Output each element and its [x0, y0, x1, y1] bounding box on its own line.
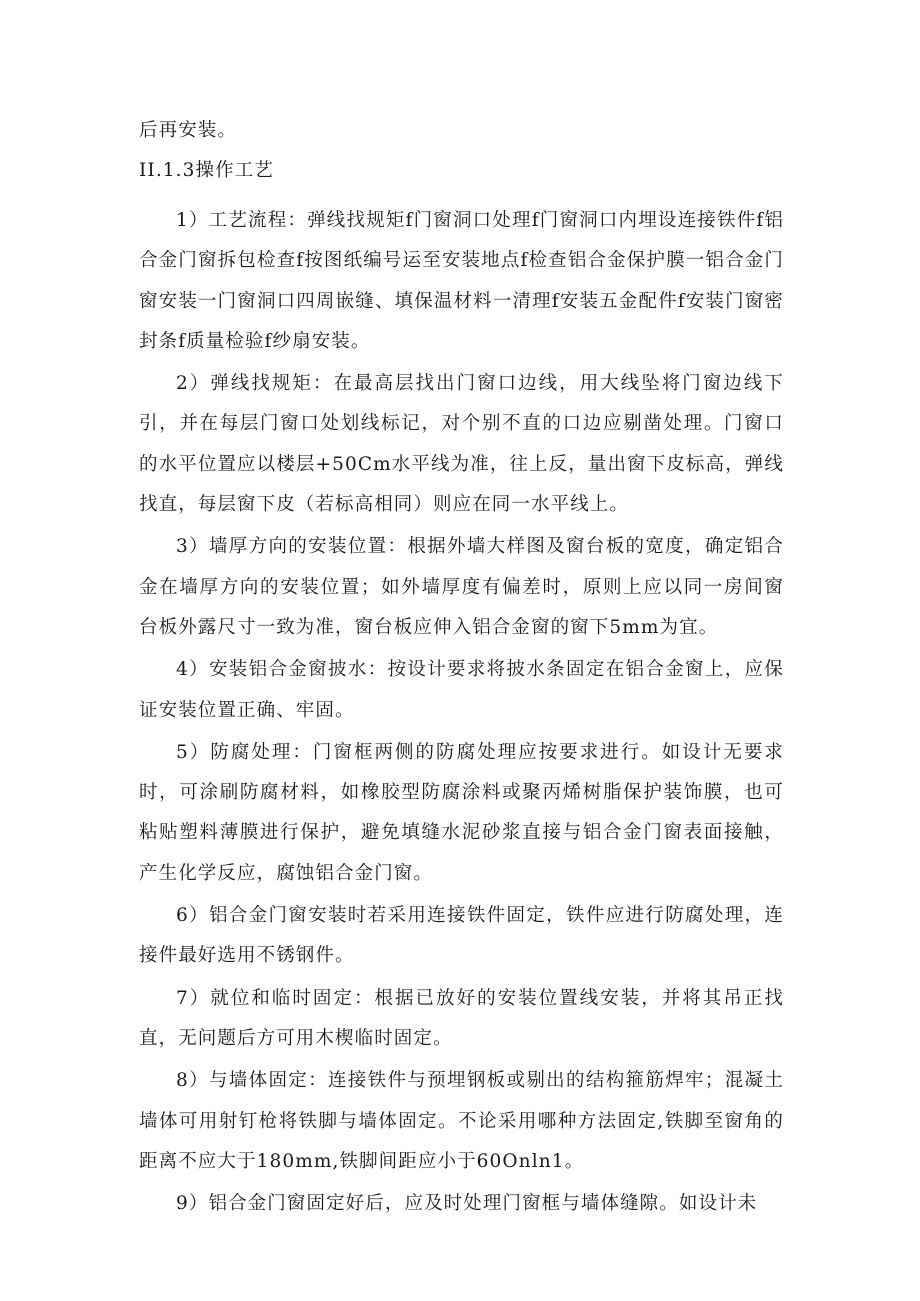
section-heading: II.1.3操作工艺 [139, 160, 274, 181]
paragraph-step-2: 2）弹线找规矩：在最高层找出门窗口边线，用大线坠将门窗边线下引，并在每层门窗口处划线标记，对个别不直的口边应剔凿处理。门窗口的水平位置应以楼层+50Cm水平线为准，往上反，量出窗下皮标高，弹线找直，每层窗下皮（若标高相同）则应在同一水平线上。 [139, 373, 784, 516]
paragraph-step-1: 1）工艺流程：弹线找规矩f门窗洞口处理f门窗洞口内埋设连接铁件f铝合金门窗拆包检查f按图纸编号运至安装地点f检查铝合金保护膜一铝合金门窗安装一门窗洞口四周嵌缝、填保温材料一清理f安装五金配件f安装门窗密封条f质量检验f纱扇安装。 [139, 210, 784, 352]
paragraph-step-5: 5）防腐处理：门窗框两侧的防腐处理应按要求进行。如设计无要求时，可涂刷防腐材料，如橡胶型防腐涂料或聚丙烯树脂保护装饰膜，也可粘贴塑料薄膜进行保护，避免填缝水泥砂浆直接与铝合金门窗表面接触，产生化学反应，腐蚀铝合金门窗。 [139, 741, 784, 884]
paragraph-step-3: 3）墙厚方向的安装位置：根据外墙大样图及窗台板的宽度，确定铝合金在墙厚方向的安装位置；如外墙厚度有偏差时，原则上应以同一房间窗台板外露尺寸一致为准，窗台板应伸入铝合金窗的窗下5mm为宜。 [139, 536, 784, 638]
lead-line: 后再安装。 [139, 120, 238, 141]
paragraph-step-6: 6）铝合金门窗安装时若采用连接铁件固定，铁件应进行防腐处理，连接件最好选用不锈钢件。 [139, 905, 784, 967]
document-body [139, 111, 784, 1224]
paragraph-step-4: 4）安装铝合金窗披水：按设计要求将披水条固定在铝合金窗上，应保证安装位置正确、牢固。 [139, 659, 784, 721]
paragraph-step-7: 7）就位和临时固定：根据已放好的安装位置线安装，并将其吊正找直，无问题后方可用木楔临时固定。 [139, 987, 784, 1049]
paragraph-step-9: 9）铝合金门窗固定好后，应及时处理门窗框与墙体缝隙。如设计未 [176, 1193, 758, 1215]
paragraph-step-8: 8）与墙体固定：连接铁件与预埋钢板或剔出的结构箍筋焊牢；混凝土墙体可用射钉枪将铁脚与墙体固定。不论采用哪种方法固定,铁脚至窗角的距离不应大于180mm,铁脚间距应小于60Onln1。 [139, 1070, 784, 1172]
